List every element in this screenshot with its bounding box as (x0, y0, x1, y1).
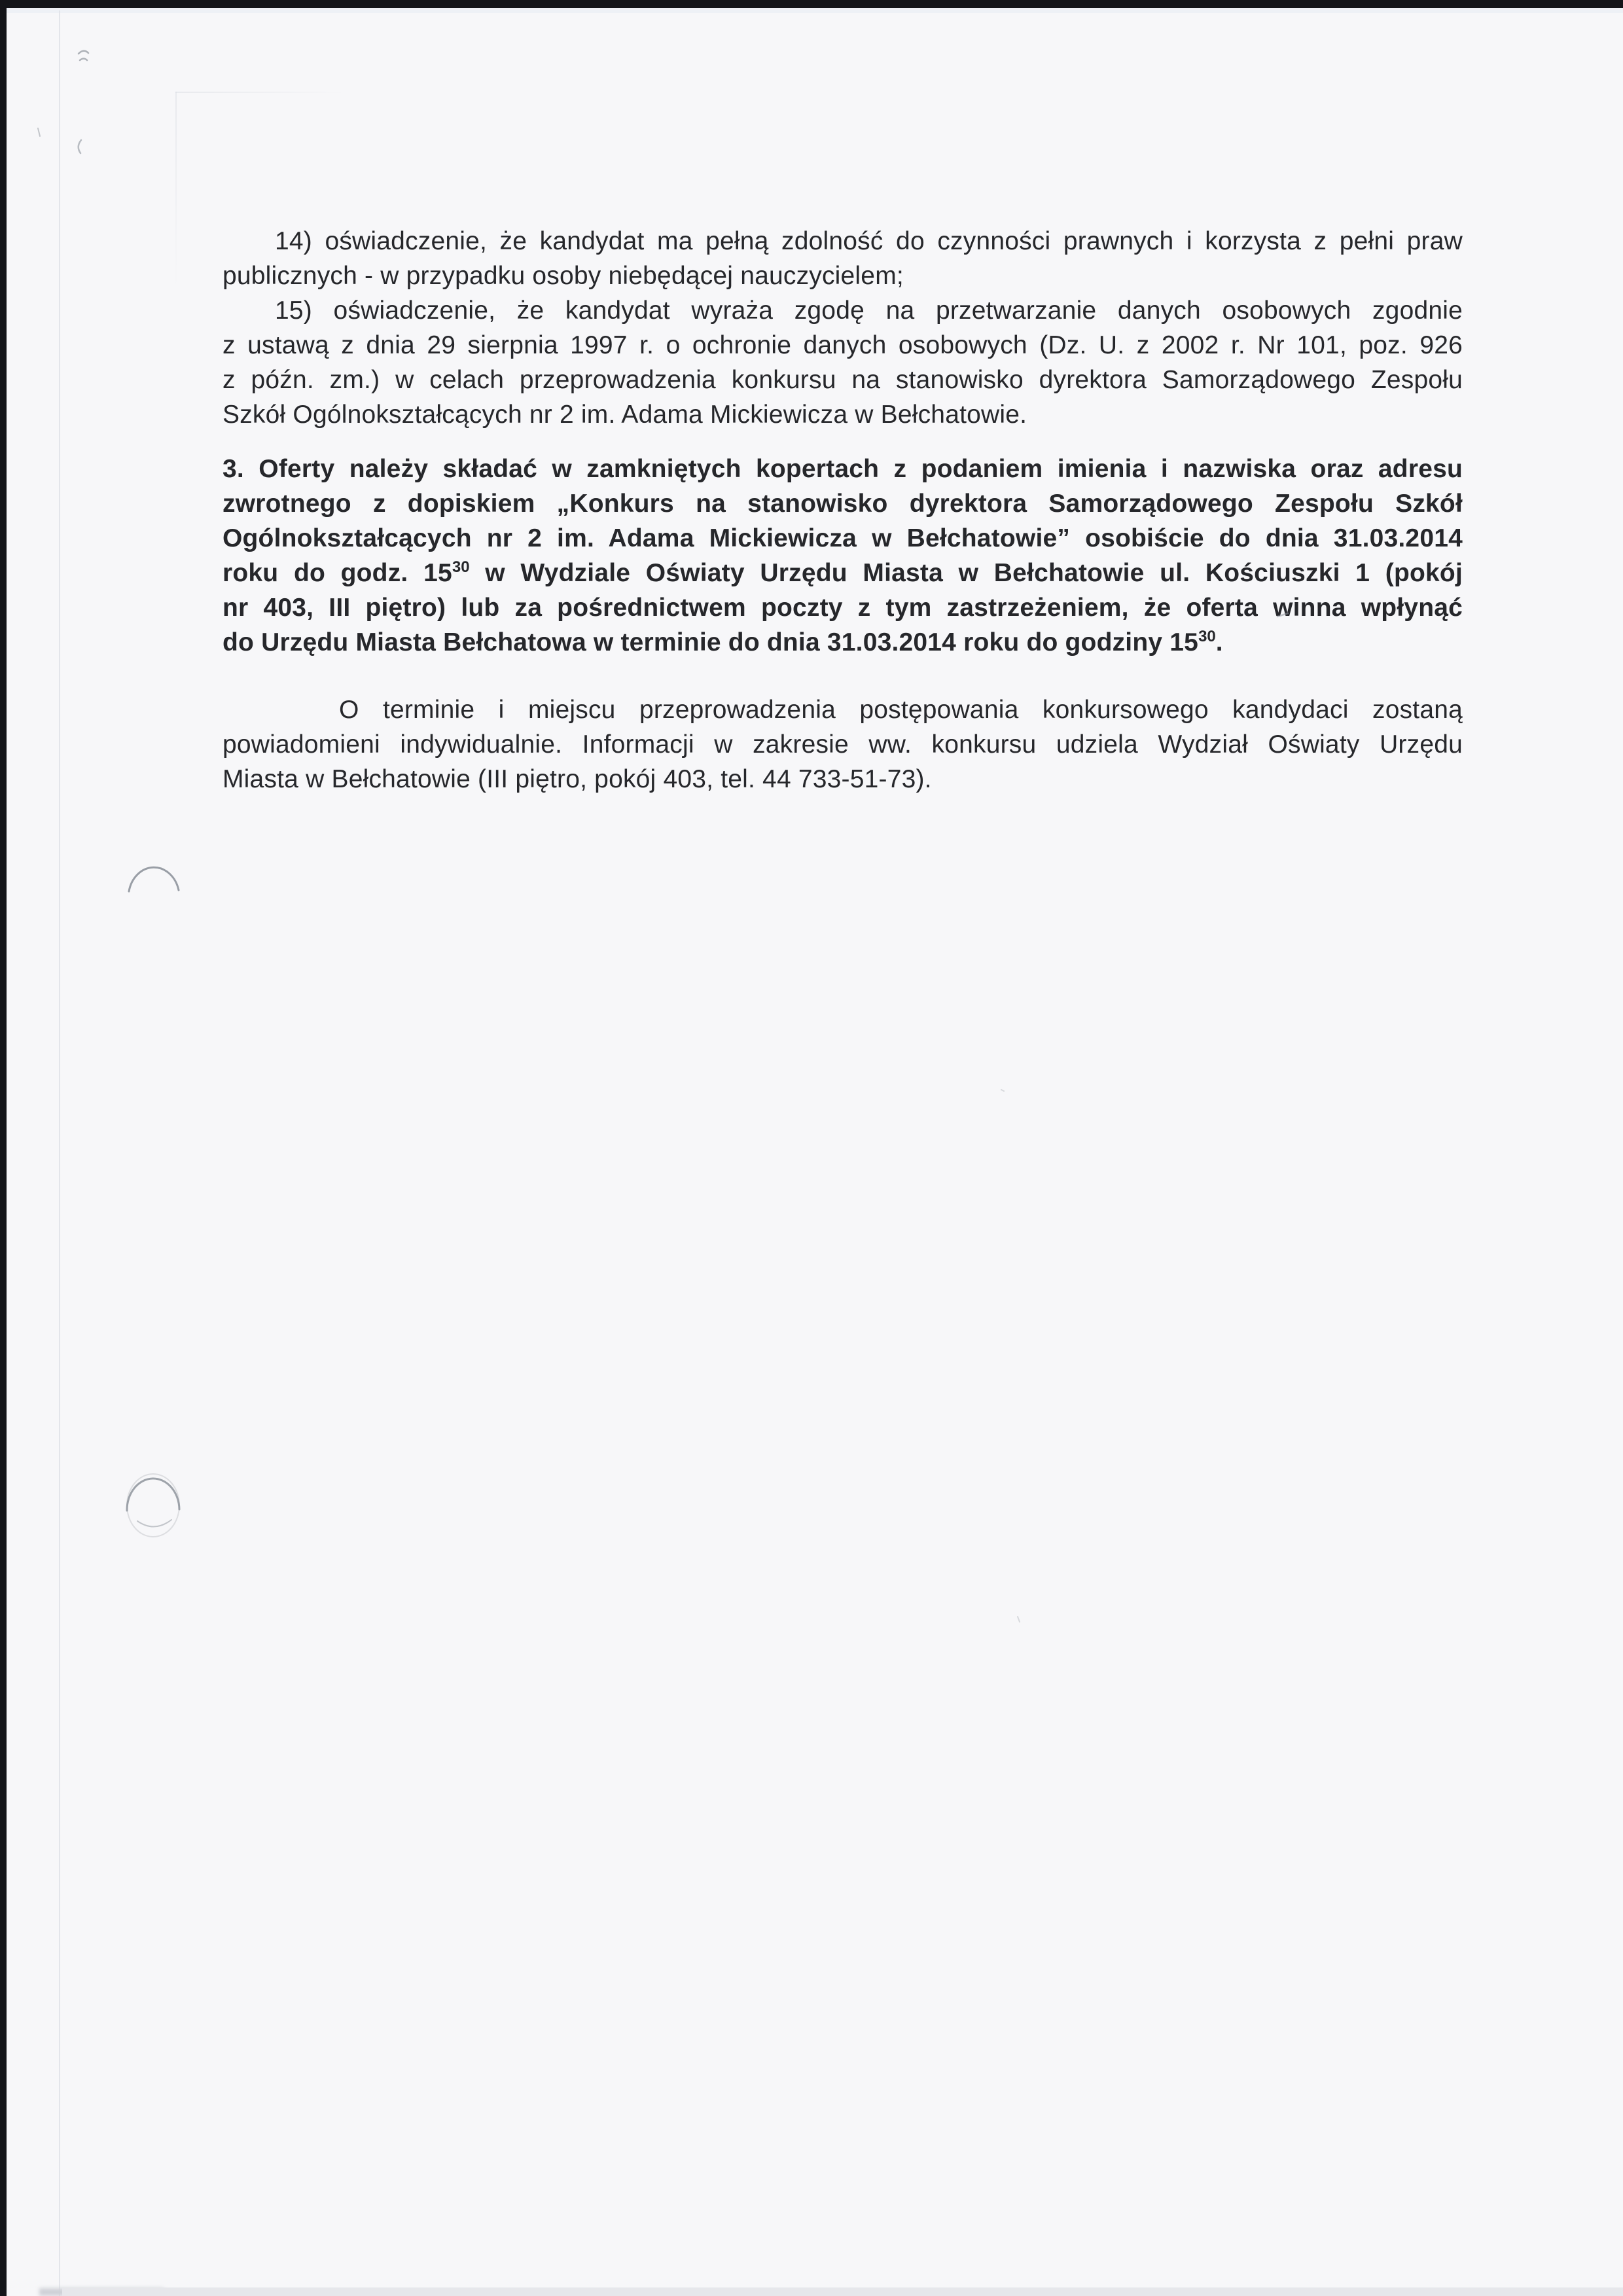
text-line: z późn. zm.) w celach przeprowadzenia konkursu na stanowisko dyrektora Samorządowego Zespołu (223, 366, 1463, 394)
paragraph-section-3 (223, 452, 1463, 660)
paper-edge-line (59, 10, 60, 2296)
text-line: 15) oświadczenie, że kandydat wyraża zgodę na przetwarzanie danych osobowych zgodnie (275, 296, 1463, 325)
copy-page-corner-vertical (175, 92, 177, 288)
paragraph-closing (223, 692, 1463, 797)
paragraph-item-14 (223, 224, 1463, 293)
hole-punch-mark-upper (129, 867, 179, 891)
text-line: powiadomieni indywidualnie. Informacji w zakresie ww. konkursu udziela Wydział Oświaty Urzędu (223, 730, 1463, 759)
text-line: O terminie i miejscu przeprowadzenia postępowania konkursowego kandydaci zostaną (339, 696, 1463, 724)
hole-punch-mark-lower (127, 1479, 179, 1511)
text-line: roku do godz. $15^{30}$ w Wydziale Oświaty Urzędu Miasta w Bełchatowie ul. Kościuszki 1 (pokój (223, 558, 1463, 587)
text-line: 14) oświadczenie, że kandydat ma pełną zdolność do czynności prawnych i korzysta z pełni praw (275, 227, 1463, 255)
pencil-speck-top (79, 51, 88, 60)
scan-edge-top-highlight (7, 8, 1623, 13)
scan-edge-left (0, 0, 7, 2296)
superscript: 30 (452, 558, 470, 576)
text-line: Ogólnokształcących nr 2 im. Adama Mickiewicza w Bełchatowie” osobiście do dnia 31.03.2014 (223, 524, 1463, 552)
paragraph-item-15 (223, 293, 1463, 432)
superscript: 30 (1198, 628, 1216, 645)
copy-page-corner-horizontal (175, 92, 346, 93)
text-line: publicznych - w przypadku osoby niebędącej nauczycielem; (223, 262, 904, 290)
dust-specks (1001, 1090, 1020, 1622)
text-line: zwrotnego z dopiskiem „Konkurs na stanowisko dyrektora Samorządowego Zespołu Szkół (223, 490, 1463, 518)
hole-punch-smile-lower (137, 1520, 171, 1527)
scan-bottom-band (62, 2287, 1623, 2296)
text-line: nr 403, III piętro) lub za pośrednictwem poczty z tym zastrzeżeniem, że oferta winna wpłynąć (223, 594, 1463, 622)
scan-edge-top (0, 0, 1623, 8)
text-line: Szkół Ogólnokształcących nr 2 im. Adama Mickiewicza w Bełchatowie. (223, 401, 1027, 429)
text-line: 3. Oferty należy składać w zamkniętych kopertach z podaniem imienia i nazwiska oraz adresu (223, 455, 1463, 483)
text-line: Miasta w Bełchatowie (III piętro, pokój 403, tel. 44 733-51-73). (223, 765, 932, 793)
hole-punch-ring-lower (127, 1474, 179, 1537)
pencil-speck-edge (38, 128, 40, 136)
document-body (223, 224, 1463, 797)
text-line: z ustawą z dnia 29 sierpnia 1997 r. o ochronie danych osobowych (Dz. U. z 2002 r. Nr 101, poz. 926 (223, 331, 1463, 359)
text-line: do Urzędu Miasta Bełchatowa w terminie do dnia 31.03.2014 roku do godziny $15^{30}$. (223, 628, 1223, 656)
pencil-speck-left (79, 140, 81, 153)
